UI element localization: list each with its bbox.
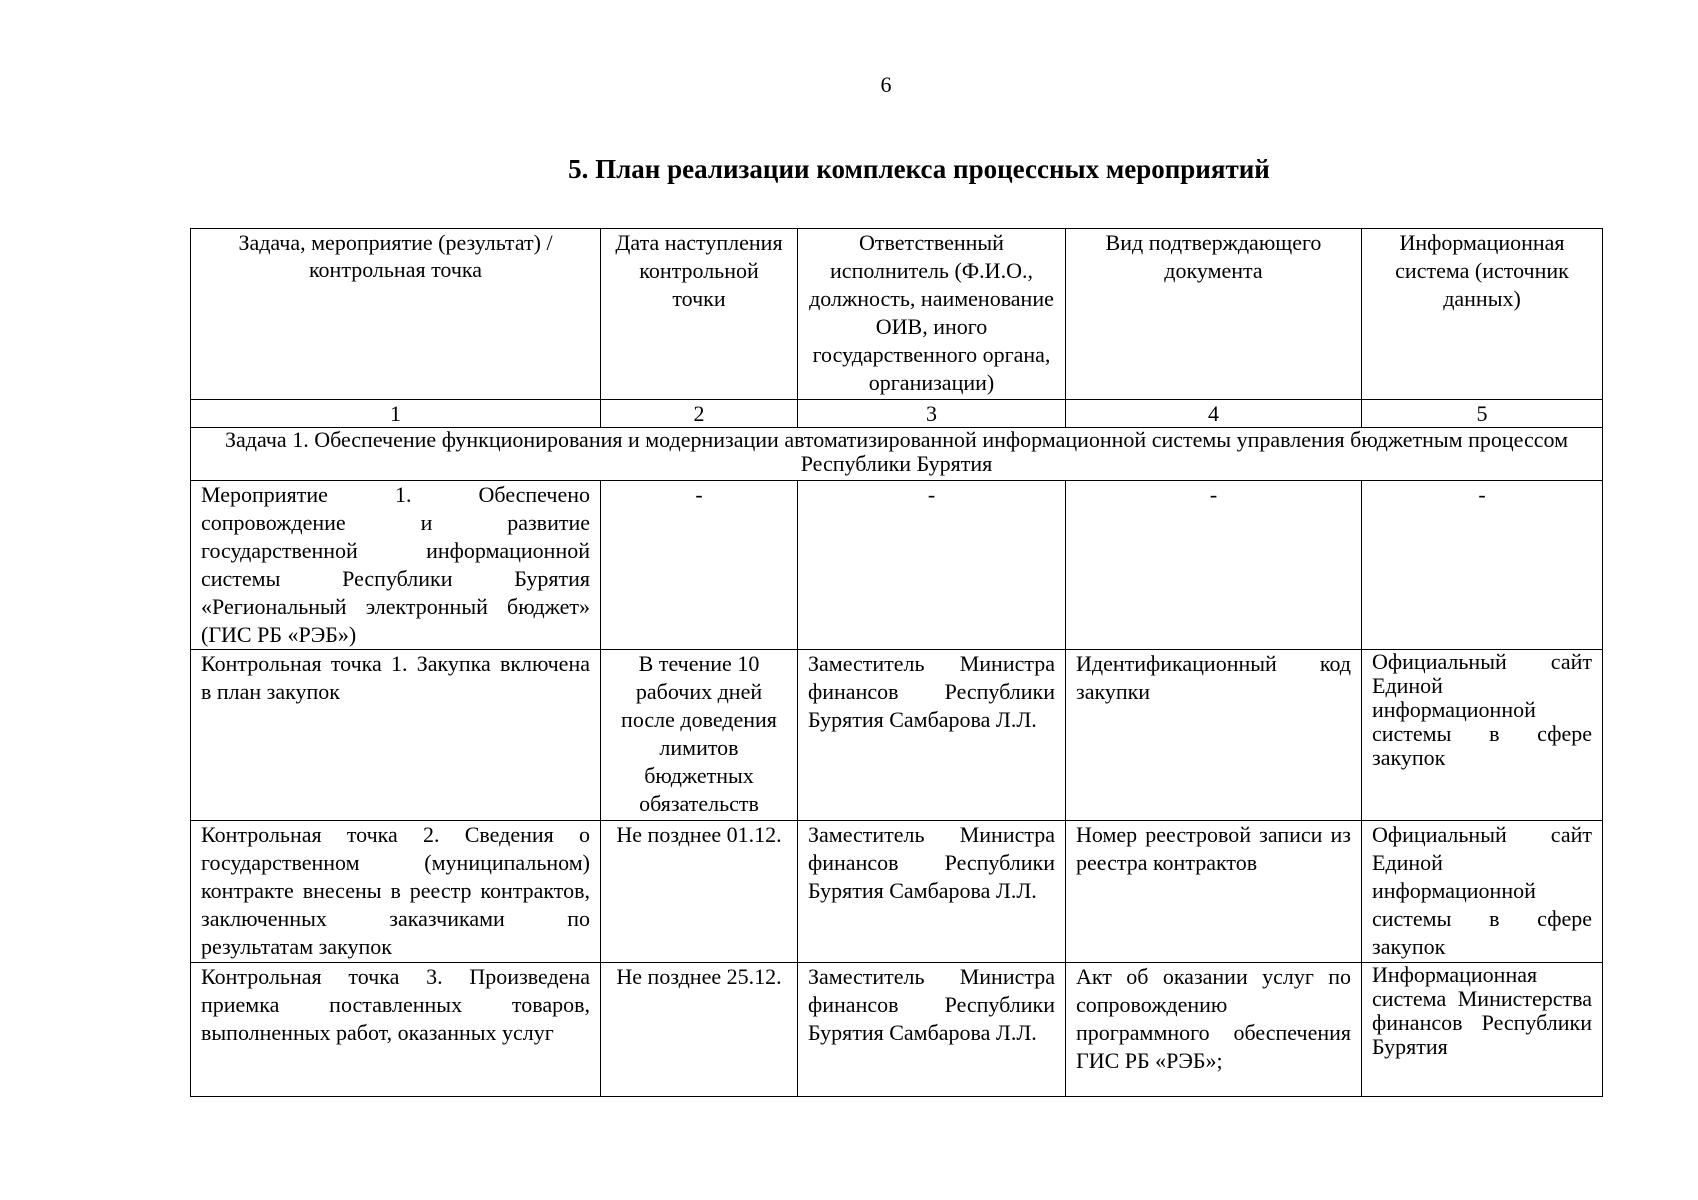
row-executor: - [798,481,1066,650]
header-executor: Ответственный исполнитель (Ф.И.О., должность, наименование ОИВ, иного государственного органа, организации) [798,229,1066,400]
section-title: 5. План реализации комплекса процессных мероприятий [568,154,1270,184]
header-document: Вид подтверждающего документа [1066,229,1362,400]
plan-table [190,228,1603,1097]
row-document: - [1066,481,1362,650]
row-executor: Заместитель Министра финансов Республики Бурятия Самбарова Л.Л. [798,821,1066,963]
table-row [191,650,1603,821]
column-number: 3 [798,400,1066,428]
table-row [191,821,1603,963]
header-task: Задача, мероприятие (результат) / контрольная точка [191,229,601,400]
row-system: - [1362,481,1603,650]
table-row [191,481,1603,650]
row-name: Контрольная точка 3. Произведена приемка поставленных товаров, выполненных работ, оказанных услуг [191,963,601,1097]
column-number: 4 [1066,400,1362,428]
row-name: Мероприятие 1. Обеспечено сопровождение и развитие государственной информационной системы Республики Бурятия «Региональный электронный бюджет» (ГИС РБ «РЭБ») [191,481,601,650]
row-name: Контрольная точка 1. Закупка включена в план закупок [191,650,601,821]
column-number: 2 [601,400,798,428]
table-header-row [191,229,1603,400]
row-executor: Заместитель Министра финансов Республики Бурятия Самбарова Л.Л. [798,963,1066,1097]
page-number: 6 [880,72,892,97]
row-document: Номер реестровой записи из реестра контрактов [1066,821,1362,963]
task-row [191,428,1603,481]
row-date: Не позднее 25.12. [601,963,798,1097]
task-title: Задача 1. Обеспечение функционирования и модернизации автоматизированной информационной системы управления бюджетным процессом Республики Бурятия [191,428,1603,481]
row-document: Идентификационный код закупки [1066,650,1362,821]
row-system: Официальный сайт Единой информационной системы в сфере закупок [1362,821,1603,963]
column-number: 1 [191,400,601,428]
row-date: В течение 10 рабочих дней после доведения лимитов бюджетных обязательств [601,650,798,821]
row-executor: Заместитель Министра финансов Республики Бурятия Самбарова Л.Л. [798,650,1066,821]
header-date: Дата наступления контрольной точки [601,229,798,400]
row-system: Информационная система Министерства финансов Республики Бурятия [1362,963,1603,1097]
row-document: Акт об оказании услуг по сопровождению программного обеспечения ГИС РБ «РЭБ»; [1066,963,1362,1097]
row-date: Не позднее 01.12. [601,821,798,963]
header-system: Информационная система (источник данных) [1362,229,1603,400]
row-system: Официальный сайт Единой информационной системы в сфере закупок [1362,650,1603,821]
column-number: 5 [1362,400,1603,428]
row-date: - [601,481,798,650]
table-row [191,963,1603,1097]
row-name: Контрольная точка 2. Сведения о государственном (муниципальном) контракте внесены в реестр контрактов, заключенных заказчиками по результатам закупок [191,821,601,963]
column-number-row [191,400,1603,428]
